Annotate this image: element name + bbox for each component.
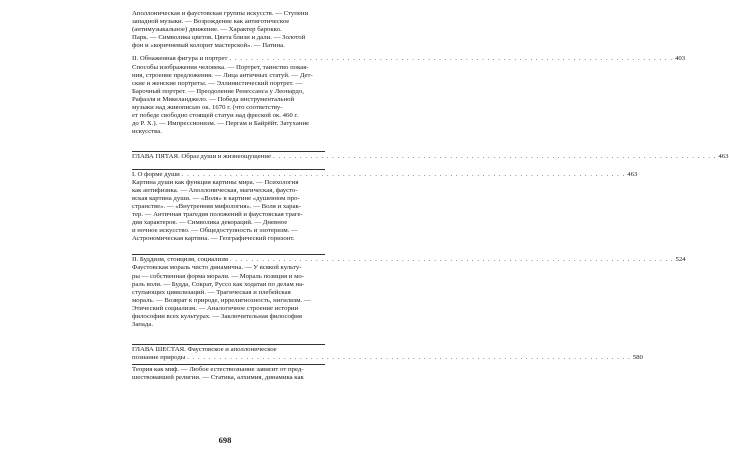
toc-entry-nude-and-portrait[interactable] bbox=[132, 55, 686, 63]
text-line: Этический социализм. — Аналогичное строение истории bbox=[132, 304, 299, 312]
toc-description-block-3 bbox=[132, 179, 325, 244]
toc-chapter-six[interactable] bbox=[132, 346, 643, 362]
toc-chapter-page: 463 bbox=[718, 153, 729, 161]
section-divider bbox=[132, 169, 325, 170]
text-line: музыки над живописью ок. 1670 г. (что соответству- bbox=[132, 104, 283, 112]
toc-entry-title: I. О форме души bbox=[132, 170, 180, 178]
text-line: ры — собственная форма морали. — Мораль позиция и мо- bbox=[132, 272, 304, 280]
text-line: Картина души как функция картины мира. — Психология bbox=[132, 178, 299, 186]
text-line: странстве». — «Внутренняя мифология». — Воля и харак- bbox=[132, 202, 302, 210]
text-line: мораль. — Возврат к природе, иррелигиозность, нигилизм. — bbox=[132, 296, 311, 304]
text-line: раль воли. — Будда, Сократ, Руссо как ходатаи по делам на- bbox=[132, 280, 305, 288]
text-line: до Р. Х.). — Импрессионизм. — Пергам и Байрёйт. Затухание bbox=[132, 120, 310, 128]
text-line: вская картина души. — «Воля» в картине «душевном про- bbox=[132, 194, 300, 202]
toc-entry-page: 403 bbox=[674, 55, 686, 63]
leader-dots bbox=[187, 354, 630, 362]
text-line: Аполлоническая и фаустовская группы искусств. — Ступени bbox=[132, 10, 309, 17]
text-line: Барочный портрет. — Преодоление Ренессанса у Леонардо, bbox=[132, 87, 304, 95]
text-line: Фаустовская мораль чисто динамична. — У всякой культу- bbox=[132, 264, 302, 272]
text-line: Способы изображения человека. — Портрет, таинство покая- bbox=[132, 63, 309, 71]
leader-dots bbox=[230, 55, 673, 63]
toc-chapter-title: ГЛАВА ШЕСТАЯ. Фаустовское и аполлоническое bbox=[132, 346, 277, 354]
text-line: ступающих цивилизаций. — Трагическая и плебейская bbox=[132, 288, 291, 296]
section-divider bbox=[132, 254, 325, 255]
toc-chapter-page: 580 bbox=[632, 354, 643, 362]
text-line: фон и «коричневый колорит мастерской». — Патина. bbox=[132, 42, 285, 50]
text-line: и ночное искусство. — Общедоступность и эзотеризм. — bbox=[132, 227, 298, 235]
text-line: Парк. — Символика цветов. Цвета близи и дали. — Золотой bbox=[132, 34, 306, 42]
text-line: Астрономическая картина. — Географический горизонт. bbox=[132, 235, 295, 243]
toc-chapter-five[interactable] bbox=[132, 153, 729, 161]
leader-dots bbox=[230, 256, 673, 264]
chapter-divider bbox=[132, 151, 325, 152]
toc-chapter-title: ГЛАВА ПЯТАЯ. Образ души и жизнеощущение bbox=[132, 153, 271, 161]
text-line: тер. — Античная трагедия положений и фаустовская траге- bbox=[132, 210, 303, 218]
toc-column bbox=[132, 10, 729, 383]
text-line: шествовавшей религии. — Статика, алхимия, динамика как bbox=[132, 374, 304, 382]
toc-entry-page: 463 bbox=[627, 170, 638, 178]
text-line: Теория как миф. — Любое естествознание зависит от пред- bbox=[132, 366, 304, 374]
text-line: философии всех культурах. — Заключительная философия bbox=[132, 313, 302, 320]
text-line: (антимузыкальное) движение. — Характер барокко. bbox=[132, 26, 282, 34]
text-line: Запада. bbox=[132, 321, 154, 329]
text-line: западной музыки. — Возрождение как антиготическое bbox=[132, 18, 290, 26]
toc-description-block-2 bbox=[132, 64, 325, 137]
toc-entry-form-of-soul[interactable] bbox=[132, 170, 638, 179]
toc-description-block-1 bbox=[132, 10, 325, 50]
toc-chapter-title-line2: познание природы bbox=[132, 354, 186, 362]
toc-chapter-title-continued bbox=[132, 354, 643, 362]
toc-entry-title: II. Обнаженная фигура и портрет bbox=[132, 55, 228, 63]
toc-entry-page: 524 bbox=[675, 256, 686, 264]
section-divider bbox=[132, 364, 325, 365]
text-line: ния, строение предложения. — Лица античных статуй. — Дет- bbox=[132, 71, 313, 79]
leader-dots bbox=[182, 171, 625, 179]
text-line: ские и женские портреты. — Эллинистический портрет. — bbox=[132, 79, 303, 87]
toc-description-block-4 bbox=[132, 264, 325, 329]
toc-entry-title: II. Буддизм, стоицизм, социализм bbox=[132, 256, 228, 264]
leader-dots bbox=[273, 153, 716, 161]
toc-description-block-5 bbox=[132, 366, 325, 382]
toc-entry-buddhism-stoicism-socialism[interactable] bbox=[132, 256, 686, 264]
text-line: ет победе свободно стоящей статуи над фреской ок. 460 г. bbox=[132, 112, 299, 120]
chapter-divider bbox=[132, 344, 325, 345]
text-line: дия характеров. — Символика декораций. — Дневное bbox=[132, 219, 288, 227]
text-line: как антифизика. — Аполлоническая, магическая, фаусто- bbox=[132, 186, 298, 194]
page-number: 698 bbox=[218, 435, 232, 445]
text-line: Рафаэля и Микеланджело. — Победа инструментальной bbox=[132, 95, 295, 103]
text-line: искусства. bbox=[132, 128, 162, 136]
